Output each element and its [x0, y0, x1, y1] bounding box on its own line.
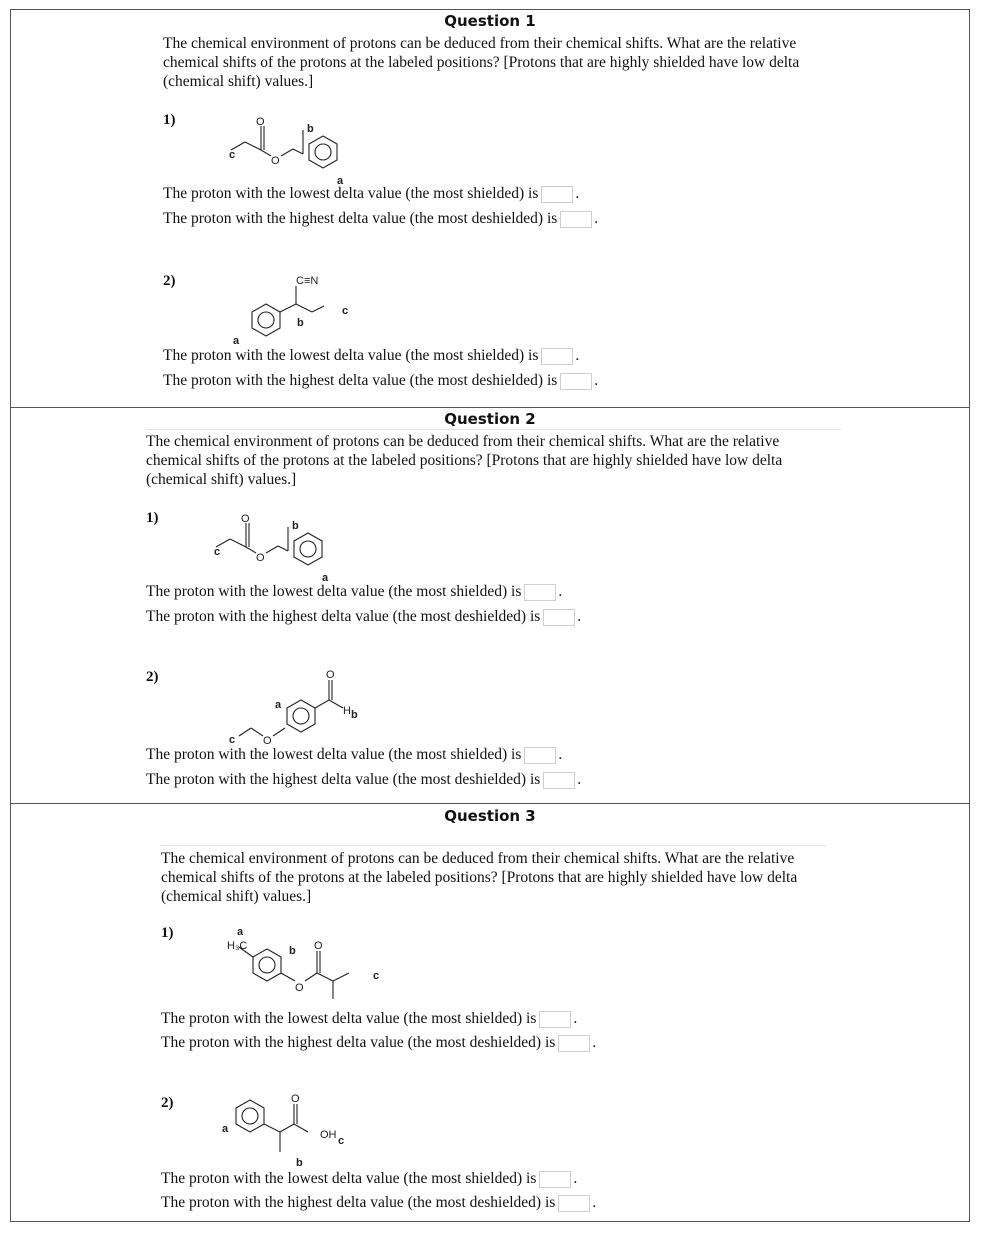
- label-a: a: [237, 926, 244, 938]
- period: .: [577, 608, 582, 625]
- lowest-delta-row: [146, 744, 562, 766]
- period: .: [558, 583, 563, 600]
- label-a: a: [322, 572, 329, 583]
- period: .: [575, 347, 580, 364]
- question-1-section: [10, 9, 970, 408]
- question-intro: The chemical environment of protons can be deduced from their chemical shifts. What are the relative chemical shifts of the protons at the labeled positions? [Protons that are highly shielded have low delta (chemical shift) values.]: [146, 433, 783, 488]
- lowest-answer-box[interactable]: [524, 747, 556, 764]
- highest-delta-text: The proton with the highest delta value (the most deshielded) is: [161, 1194, 556, 1211]
- molecule-structure: [196, 505, 356, 588]
- period: .: [594, 210, 599, 227]
- lowest-answer-box[interactable]: [524, 584, 556, 601]
- label-c: c: [229, 149, 236, 161]
- oxygen-label: O: [263, 735, 272, 746]
- question-title: Question 2: [444, 410, 536, 428]
- oxygen-label: O: [295, 982, 304, 994]
- highest-delta-row: [161, 1192, 596, 1214]
- divider: [146, 429, 841, 430]
- question-title: Question 3: [444, 807, 536, 825]
- part-label: 1): [163, 112, 176, 128]
- label-b: b: [307, 123, 314, 135]
- highest-answer-box[interactable]: [543, 609, 575, 626]
- highest-delta-row: [146, 769, 581, 791]
- lowest-answer-box[interactable]: [541, 348, 573, 365]
- molecule-structure: [226, 270, 366, 353]
- methyl-label: H₃C: [227, 940, 248, 952]
- oxygen-label: O: [271, 155, 280, 167]
- part-label: 2): [161, 1095, 174, 1111]
- highest-answer-box[interactable]: [560, 211, 592, 228]
- divider: [161, 845, 826, 846]
- label-b: b: [297, 317, 304, 329]
- oxygen-label: O: [291, 1093, 300, 1105]
- label-b: b: [292, 520, 299, 532]
- question-intro: The chemical environment of protons can be deduced from their chemical shifts. What are the relative chemical shifts of the protons at the labeled positions? [Protons that are highly shielded have low delta (chemical shift) values.]: [161, 850, 798, 905]
- molecule-structure: [211, 666, 381, 751]
- highest-delta-text: The proton with the highest delta value (the most deshielded) is: [163, 210, 558, 227]
- period: .: [577, 771, 582, 788]
- highest-delta-text: The proton with the highest delta value (the most deshielded) is: [146, 771, 541, 788]
- part-label: 2): [163, 273, 176, 289]
- lowest-delta-row: [163, 183, 579, 205]
- part-label: 1): [161, 925, 174, 941]
- question-3-section: [10, 803, 970, 1222]
- highest-delta-text: The proton with the highest delta value (the most deshielded) is: [161, 1034, 556, 1051]
- lowest-delta-text: The proton with the lowest delta value (the most shielded) is: [161, 1170, 537, 1187]
- period: .: [575, 185, 580, 202]
- highest-delta-row: [161, 1032, 596, 1054]
- highest-delta-row: [163, 208, 598, 230]
- lowest-delta-text: The proton with the lowest delta value (the most shielded) is: [161, 1010, 537, 1027]
- part-label: 1): [146, 510, 159, 526]
- label-b: b: [351, 709, 358, 721]
- molecule-structure: [211, 919, 391, 1006]
- label-b: b: [296, 1157, 303, 1169]
- oxygen-label: O: [256, 116, 265, 128]
- label-c: c: [229, 734, 236, 746]
- hydroxyl-label: OH: [320, 1129, 337, 1141]
- lowest-answer-box[interactable]: [539, 1171, 571, 1188]
- label-b: b: [289, 945, 296, 957]
- lowest-delta-row: [161, 1168, 577, 1190]
- oxygen-label: O: [256, 552, 265, 564]
- label-c: c: [342, 305, 349, 317]
- period: .: [592, 1194, 597, 1211]
- period: .: [594, 372, 599, 389]
- highest-delta-row: [163, 370, 598, 392]
- highest-answer-box[interactable]: [543, 772, 575, 789]
- hydrogen-label: H: [343, 705, 351, 717]
- period: .: [573, 1170, 578, 1187]
- question-title: Question 1: [444, 12, 536, 30]
- highest-answer-box[interactable]: [558, 1035, 590, 1052]
- highest-answer-box[interactable]: [558, 1195, 590, 1212]
- lowest-delta-text: The proton with the lowest delta value (the most shielded) is: [146, 746, 522, 763]
- period: .: [573, 1010, 578, 1027]
- label-a: a: [275, 699, 282, 711]
- oxygen-label: O: [326, 669, 335, 681]
- highest-delta-row: [146, 606, 581, 628]
- part-label: 2): [146, 669, 159, 685]
- lowest-delta-text: The proton with the lowest delta value (the most shielded) is: [163, 185, 539, 202]
- lowest-answer-box[interactable]: [539, 1011, 571, 1028]
- label-c: c: [338, 1135, 345, 1147]
- lowest-delta-text: The proton with the lowest delta value (the most shielded) is: [163, 347, 539, 364]
- lowest-delta-text: The proton with the lowest delta value (the most shielded) is: [146, 583, 522, 600]
- label-c: c: [373, 970, 380, 982]
- period: .: [592, 1034, 597, 1051]
- lowest-answer-box[interactable]: [541, 186, 573, 203]
- highest-delta-text: The proton with the highest delta value (the most deshielded) is: [146, 608, 541, 625]
- label-c: c: [214, 546, 221, 558]
- oxygen-label: O: [241, 513, 250, 525]
- highest-delta-text: The proton with the highest delta value (the most deshielded) is: [163, 372, 558, 389]
- period: .: [558, 746, 563, 763]
- nitrile-label: C≡N: [296, 275, 319, 287]
- highest-answer-box[interactable]: [560, 373, 592, 390]
- molecule-structure: [211, 108, 371, 191]
- label-a: a: [337, 175, 344, 186]
- oxygen-label: O: [314, 940, 323, 952]
- label-a: a: [233, 335, 240, 347]
- lowest-delta-row: [146, 581, 562, 603]
- question-2-section: [10, 407, 970, 804]
- lowest-delta-row: [161, 1008, 577, 1030]
- label-a: a: [222, 1123, 229, 1135]
- lowest-delta-row: [163, 345, 579, 367]
- question-intro: The chemical environment of protons can be deduced from their chemical shifts. What are the relative chemical shifts of the protons at the labeled positions? [Protons that are highly shielded have low delta (chemical shift) values.]: [163, 35, 800, 90]
